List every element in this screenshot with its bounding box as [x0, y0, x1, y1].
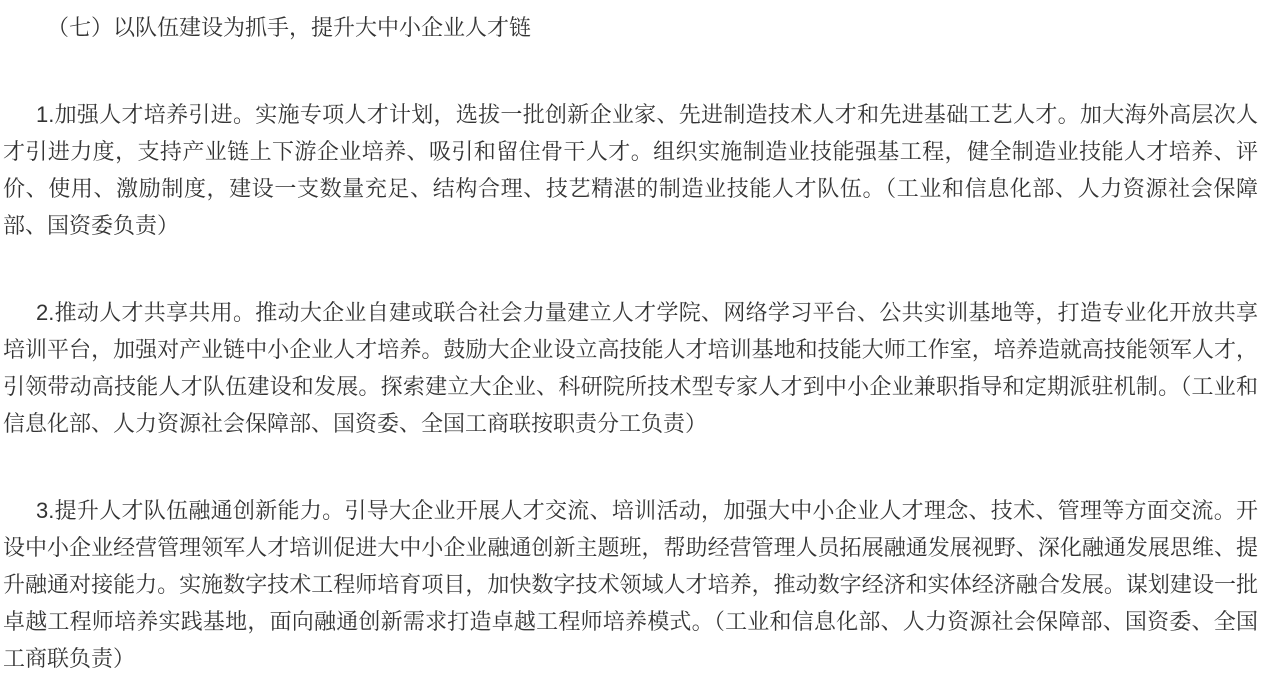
paragraph-talent-sharing: 2.推动人才共享共用。推动大企业自建或联合社会力量建立人才学院、网络学习平台、公共实训基地等，打造专业化开放共享培训平台，加强对产业链中小企业人才培养。鼓励大企业设立高技能人才培训基地和技能大师工作室，培养造就高技能领军人才，引领带动高技能人才队伍建设和发展。探索建立大企业、科研院所技术型专家人才到中小企业兼职指导和定期派驻机制。（工业和信息化部、人力资源社会保障部、国资委、全国工商联按职责分工负责） [3, 300, 1258, 436]
paragraph-talent-innovation: 3.提升人才队伍融通创新能力。引导大企业开展人才交流、培训活动，加强大中小企业人才理念、技术、管理等方面交流。开设中小企业经营管理领军人才培训促进大中小企业融通创新主题班，帮助经营管理人员拓展融通发展视野、深化融通发展思维、提升融通对接能力。实施数字技术工程师培育项目，加快数字技术领域人才培养，推动数字经济和实体经济融合发展。谋划建设一批卓越工程师培养实践基地，面向融通创新需求打造卓越工程师培养模式。（工业和信息化部、人力资源社会保障部、国资委、全国工商联负责） [3, 498, 1258, 671]
section-title: （七）以队伍建设为抓手，提升大中小企业人才链 [47, 15, 532, 40]
paragraph-talent-cultivation: 1.加强人才培养引进。实施专项人才计划，选拔一批创新企业家、先进制造技术人才和先进基础工艺人才。加大海外高层次人才引进力度，支持产业链上下游企业培养、吸引和留住骨干人才。组织实施制造业技能强基工程，健全制造业技能人才培养、评价、使用、激励制度，建设一支数量充足、结构合理、技艺精湛的制造业技能人才队伍。（工业和信息化部、人力资源社会保障部、国资委负责） [3, 102, 1258, 238]
